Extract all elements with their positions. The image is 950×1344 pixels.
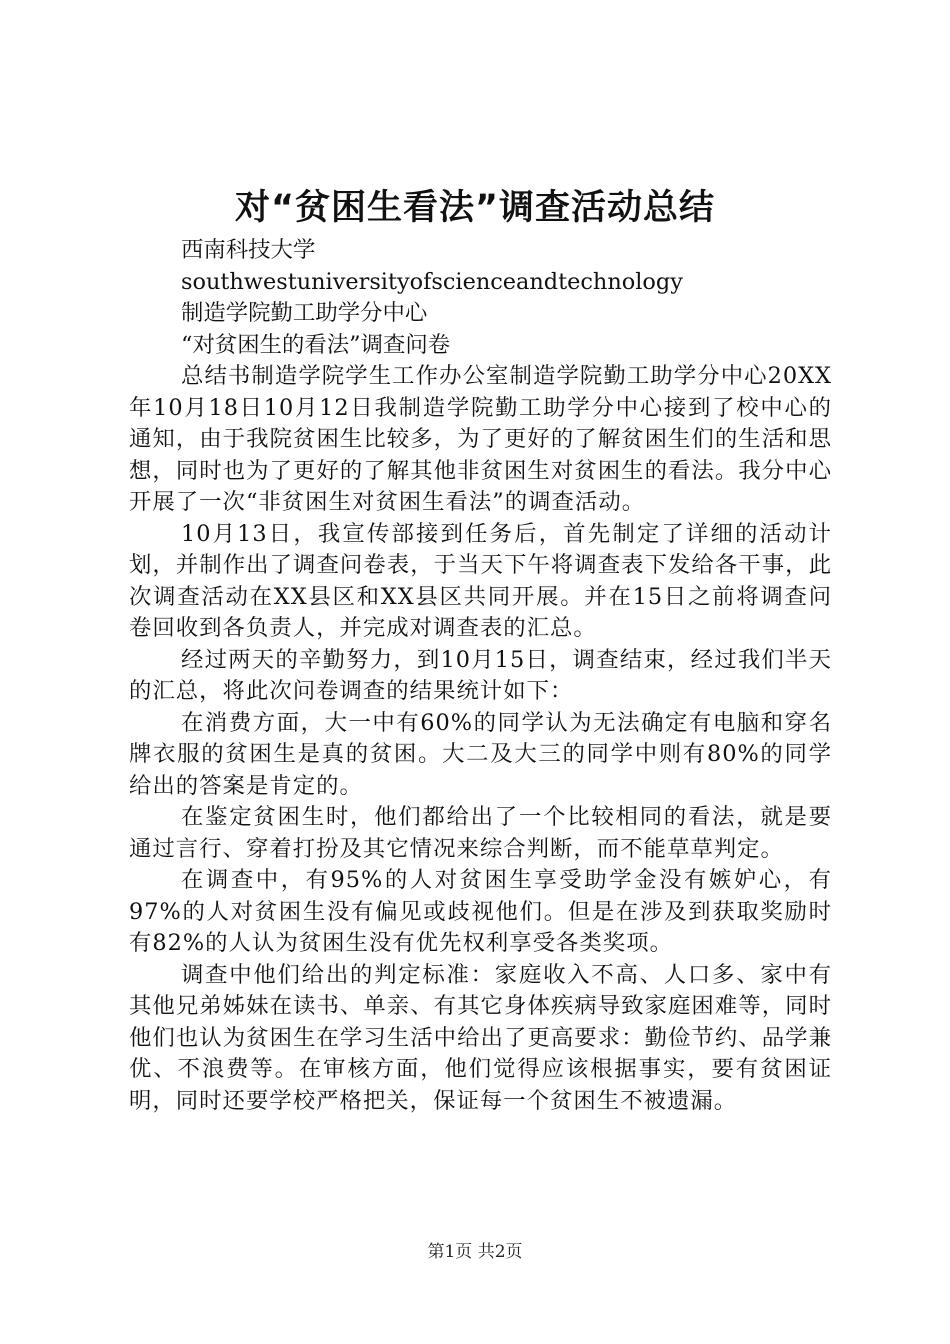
- paragraph-4: 在消费方面，大一中有60%的同学认为无法确定有电脑和穿名牌衣服的贫困生是真的贫困。大二及大三的同学中则有80%的同学给出的答案是肯定的。: [129, 709, 832, 799]
- header-line-english: southwestuniversityofscienceandtechnology: [181, 268, 683, 295]
- header-line-survey: “对贫困生的看法”调查问卷: [181, 331, 451, 358]
- page-number-footer: 第1页 共2页: [427, 1242, 523, 1262]
- document-body: [129, 235, 832, 1117]
- paragraph-1: 总结书制造学院学生工作办公室制造学院勤工助学分中心20XX年10月18日10月12日我制造学院勤工助学分中心接到了校中心的通知，由于我院贫困生比较多，为了更好的了解贫困生们的生活和思想，同时也为了更好的了解其他非贫困生对贫困生的看法。我分中心开展了一次“非贫困生对贫困生看法”的调查活动。: [129, 363, 832, 515]
- paragraph-7: 调查中他们给出的判定标准：家庭收入不高、人口多、家中有其他兄弟姊妹在读书、单亲、有其它身体疾病导致家庭困难等，同时他们也认为贫困生在学习生活中给出了更高要求：勤俭节约、品学兼优、不浪费等。在审核方面，他们觉得应该根据事实，要有贫困证明，同时还要学校严格把关，保证每一个贫困生不被遗漏。: [129, 961, 832, 1114]
- paragraph-3: 经过两天的辛勤努力，到10月15日，调查结束，经过我们半天的汇总，将此次问卷调查的结果统计如下：: [129, 646, 832, 704]
- header-line-school: 西南科技大学: [181, 237, 316, 263]
- document-title: 对“贫困生看法”调查活动总结: [234, 188, 715, 228]
- paragraph-2: 10月13日，我宣传部接到任务后，首先制定了详细的活动计划，并制作出了调查问卷表，于当天下午将调查表下发给各干事，此次调查活动在XX县区和XX县区共同开展。并在15日之前将调查问卷回收到各负责人，并完成对调查表的汇总。: [129, 520, 832, 641]
- header-line-department: 制造学院勤工助学分中心: [181, 300, 428, 326]
- paragraph-6: 在调查中，有95%的人对贫困生享受助学金没有嫉妒心，有97%的人对贫困生没有偏见或歧视他们。但是在涉及到获取奖励时有82%的人认为贫困生没有优先权利享受各类奖项。: [129, 867, 832, 956]
- paragraph-5: 在鉴定贫困生时，他们都给出了一个比较相同的看法，就是要通过言行、穿着打扮及其它情况来综合判断，而不能草草判定。: [129, 804, 832, 862]
